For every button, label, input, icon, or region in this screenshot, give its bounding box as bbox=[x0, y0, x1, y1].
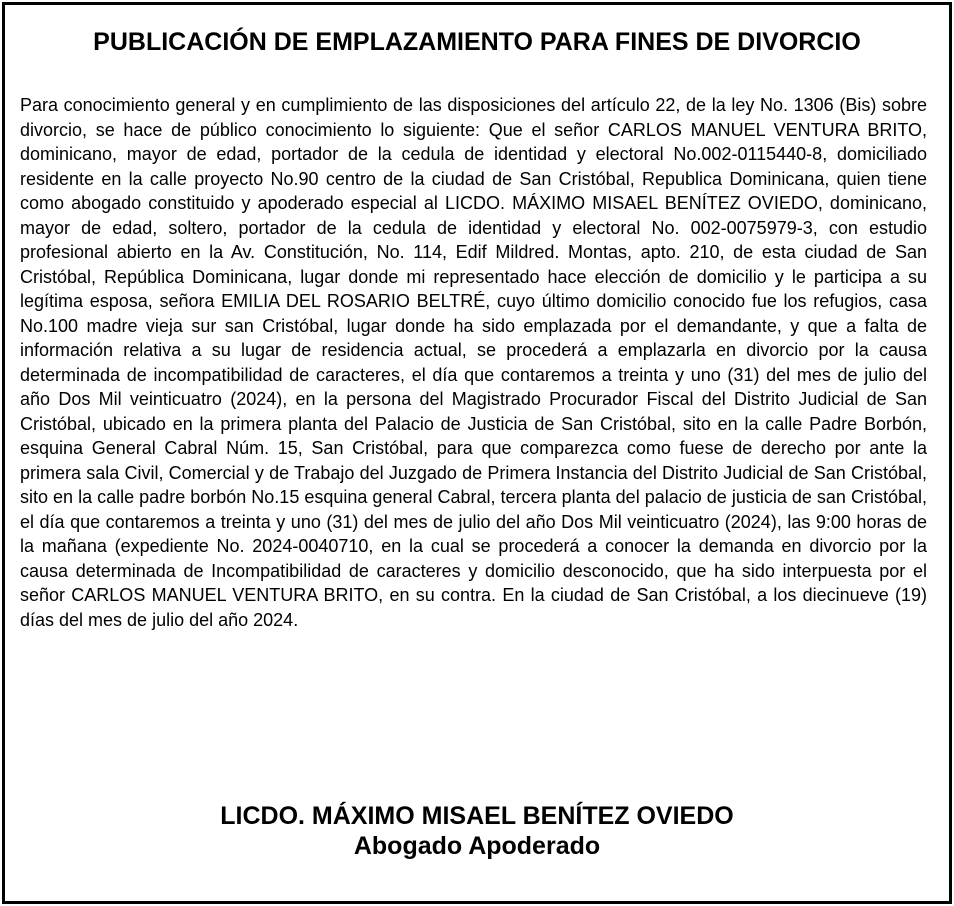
signature-role: Abogado Apoderado bbox=[353, 832, 601, 860]
signature-name: LICDO. MÁXIMO MISAEL BENÍTEZ OVIEDO bbox=[220, 802, 734, 830]
notice-title: PUBLICACIÓN DE EMPLAZAMIENTO PARA FINES DE DIVORCIO bbox=[93, 28, 861, 56]
notice-body: Para conocimiento general y en cumplimiento de las disposiciones del artículo 22, de la ley No. 1306 (Bis) sobre divorcio, se hace de público conocimiento lo siguiente: Que el señor CARLOS MANUEL VENTURA BRITO, dominicano, mayor de edad, portador de la cedula de identidad y electoral No.002-0115440-8, domiciliado residente en la calle proyecto No.90 centro de la ciudad de San Cristóbal, Republica Dominicana, quien tiene como abogado constituido y apoderado especial al LICDO. MÁXIMO MISAEL BENÍTEZ OVIEDO, dominicano, mayor de edad, soltero, portador de la cedula de identidad y electoral No. 002-0075979-3, con estudio profesional abierto en la Av. Constitución, No. 114, Edif Mildred. Montas, apto. 210, de esta ciudad de San Cristóbal, República Dominicana, lugar donde mi representado hace elección de domicilio y le participa a su legítima esposa, señora EMILIA DEL ROSARIO BELTRÉ, cuyo último domicilio conocido fue los refugios, casa No.100 madre vieja sur san Cristóbal, lugar donde ha sido emplazada por el demandante, y que a falta de información relativa a su lugar de residencia actual, se procederá a emplazarla en divorcio por la causa determinada de incompatibilidad de caracteres, el día que contaremos a treinta y uno (31) del mes de julio del año Dos Mil veinticuatro (2024), en la persona del Magistrado Procurador Fiscal del Distrito Judicial de San Cristóbal, ubicado en la primera planta del Palacio de Justicia de San Cristóbal, sito en la calle Padre Borbón, esquina General Cabral Núm. 15, San Cristóbal, para que comparezca como fuese de derecho por ante la primera sala Civil, Comercial y de Trabajo del Juzgado de Primera Instancia del Distrito Judicial de San Cristóbal, sito en la calle padre borbón No.15 esquina general Cabral, tercera planta del palacio de justicia de san Cristóbal, el día que contaremos a treinta y uno (31) del mes de julio del año Dos Mil veinticuatro (2024), las 9:00 horas de la mañana (expediente No. 2024-0040710, en la cual se procederá a conocer la demanda en divorcio por la causa determinada de Incompatibilidad de caracteres y domicilio desconocido, que ha sido interpuesta por el señor CARLOS MANUEL VENTURA BRITO, en su contra. En la ciudad de San Cristóbal, a los diecinueve (19) días del mes de julio del año 2024. bbox=[20, 95, 927, 630]
